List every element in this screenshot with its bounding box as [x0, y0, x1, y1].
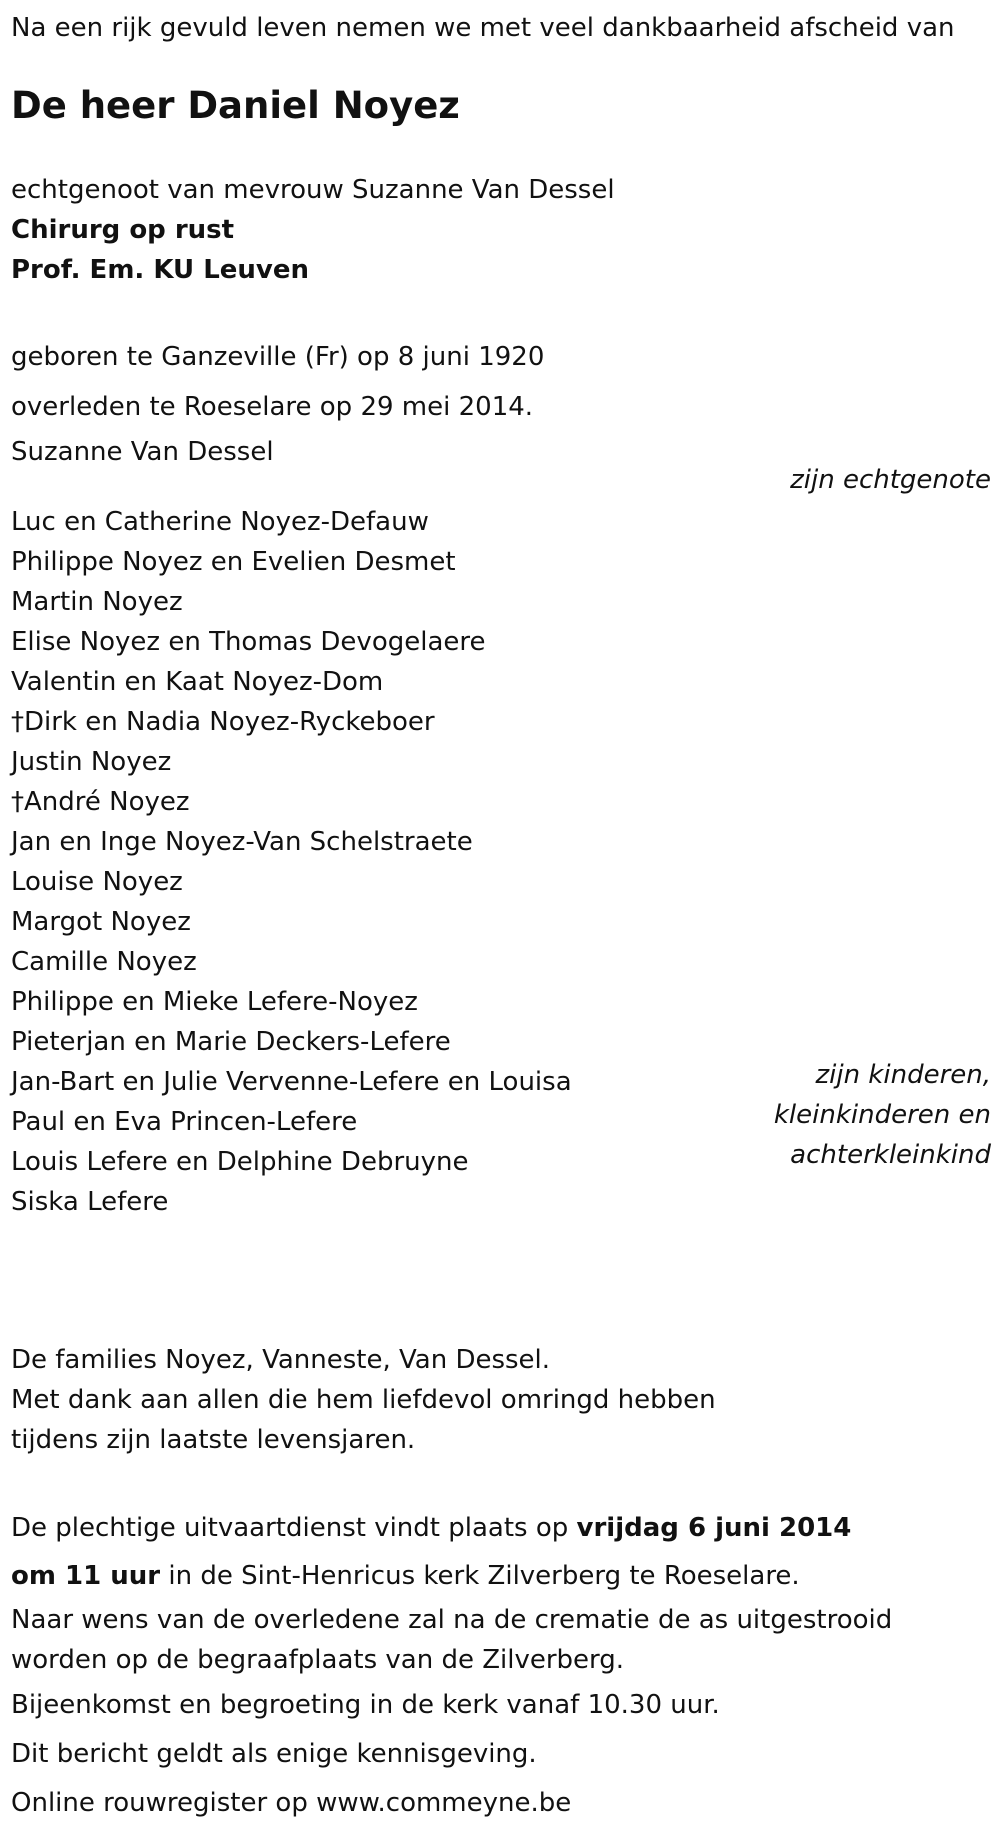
- relative-name: Justin Noyez: [11, 747, 172, 777]
- relative-name: Martin Noyez: [11, 587, 183, 617]
- families-line: De families Noyez, Vanneste, Van Dessel.: [11, 1345, 551, 1375]
- spouse-name: Suzanne Van Dessel: [11, 437, 274, 467]
- thanks-line: tijdens zijn laatste levensjaren.: [11, 1425, 416, 1455]
- children-relation-label: [774, 1055, 991, 1175]
- relation-label-line: kleinkinderen en: [773, 1100, 991, 1130]
- relative-name: †André Noyez: [11, 787, 190, 817]
- intro-text: Na een rijk gevuld leven nemen we met veel dankbaarheid afscheid van: [11, 13, 955, 43]
- relative-name: Luc en Catherine Noyez-Defauw: [11, 507, 429, 537]
- ceremony-time-line: [11, 1552, 989, 1600]
- relative-name: Philippe Noyez en Evelien Desmet: [11, 547, 456, 577]
- thanks-line: Met dank aan allen die hem liefdevol omringd hebben: [11, 1385, 716, 1415]
- title-line: Prof. Em. KU Leuven: [11, 255, 309, 285]
- relative-name: †Dirk en Nadia Noyez-Ryckeboer: [11, 707, 435, 737]
- relative-name: Margot Noyez: [11, 907, 191, 937]
- birth-line: geboren te Ganzeville (Fr) op 8 juni 1920: [11, 342, 545, 372]
- relative-name: Louis Lefere en Delphine Debruyne: [11, 1147, 469, 1177]
- meeting-line: Bijeenkomst en begroeting in de kerk vanaf 10.30 uur.: [11, 1690, 720, 1720]
- relative-name: Siska Lefere: [11, 1187, 169, 1217]
- relative-name: Jan-Bart en Julie Vervenne-Lefere en Louisa: [11, 1067, 572, 1097]
- relative-name: Paul en Eva Princen-Lefere: [11, 1107, 358, 1137]
- relation-label-line: zijn kinderen,: [815, 1060, 991, 1090]
- relative-name: Valentin en Kaat Noyez-Dom: [11, 667, 384, 697]
- wish-line: Naar wens van de overledene zal na de crematie de as uitgestrooid: [11, 1605, 893, 1635]
- ceremony-location: in de Sint-Henricus kerk Zilverberg te Roeselare.: [160, 1561, 800, 1591]
- ceremony-time: om 11 uur: [11, 1561, 161, 1591]
- dates-block: [11, 332, 989, 432]
- spouse-title-block: [11, 170, 989, 290]
- ceremony-date: vrijdag 6 juni 2014: [576, 1513, 852, 1543]
- wish-line: worden op de begraafplaats van de Zilverberg.: [11, 1645, 625, 1675]
- death-notice: [11, 8, 989, 1828]
- ceremony-block: [11, 1504, 989, 1828]
- relative-name: Pieterjan en Marie Deckers-Lefere: [11, 1027, 451, 1057]
- wish-block: [11, 1600, 989, 1680]
- relative-name: Elise Noyez en Thomas Devogelaere: [11, 627, 486, 657]
- spouse-relation-label: zijn echtgenote: [790, 465, 991, 495]
- relative-name: Jan en Inge Noyez-Van Schelstraete: [11, 827, 473, 857]
- spouse-line: echtgenoot van mevrouw Suzanne Van Dessel: [11, 175, 615, 205]
- notice-line: Dit bericht geldt als enige kennisgeving.: [11, 1739, 537, 1769]
- ceremony-date-line: [11, 1504, 989, 1552]
- title-line: Chirurg op rust: [11, 215, 235, 245]
- deceased-name: De heer Daniel Noyez: [11, 84, 460, 127]
- relation-label-line: achterkleinkind: [790, 1140, 991, 1170]
- ceremony-prefix: De plechtige uitvaartdienst vindt plaats op: [11, 1513, 577, 1543]
- relative-name: Camille Noyez: [11, 947, 197, 977]
- families-block: [11, 1340, 989, 1460]
- relative-name: Philippe en Mieke Lefere-Noyez: [11, 987, 418, 1017]
- death-line: overleden te Roeselare op 29 mei 2014.: [11, 392, 534, 422]
- relative-name: Louise Noyez: [11, 867, 183, 897]
- online-register-line: Online rouwregister op www.commeyne.be: [11, 1788, 572, 1818]
